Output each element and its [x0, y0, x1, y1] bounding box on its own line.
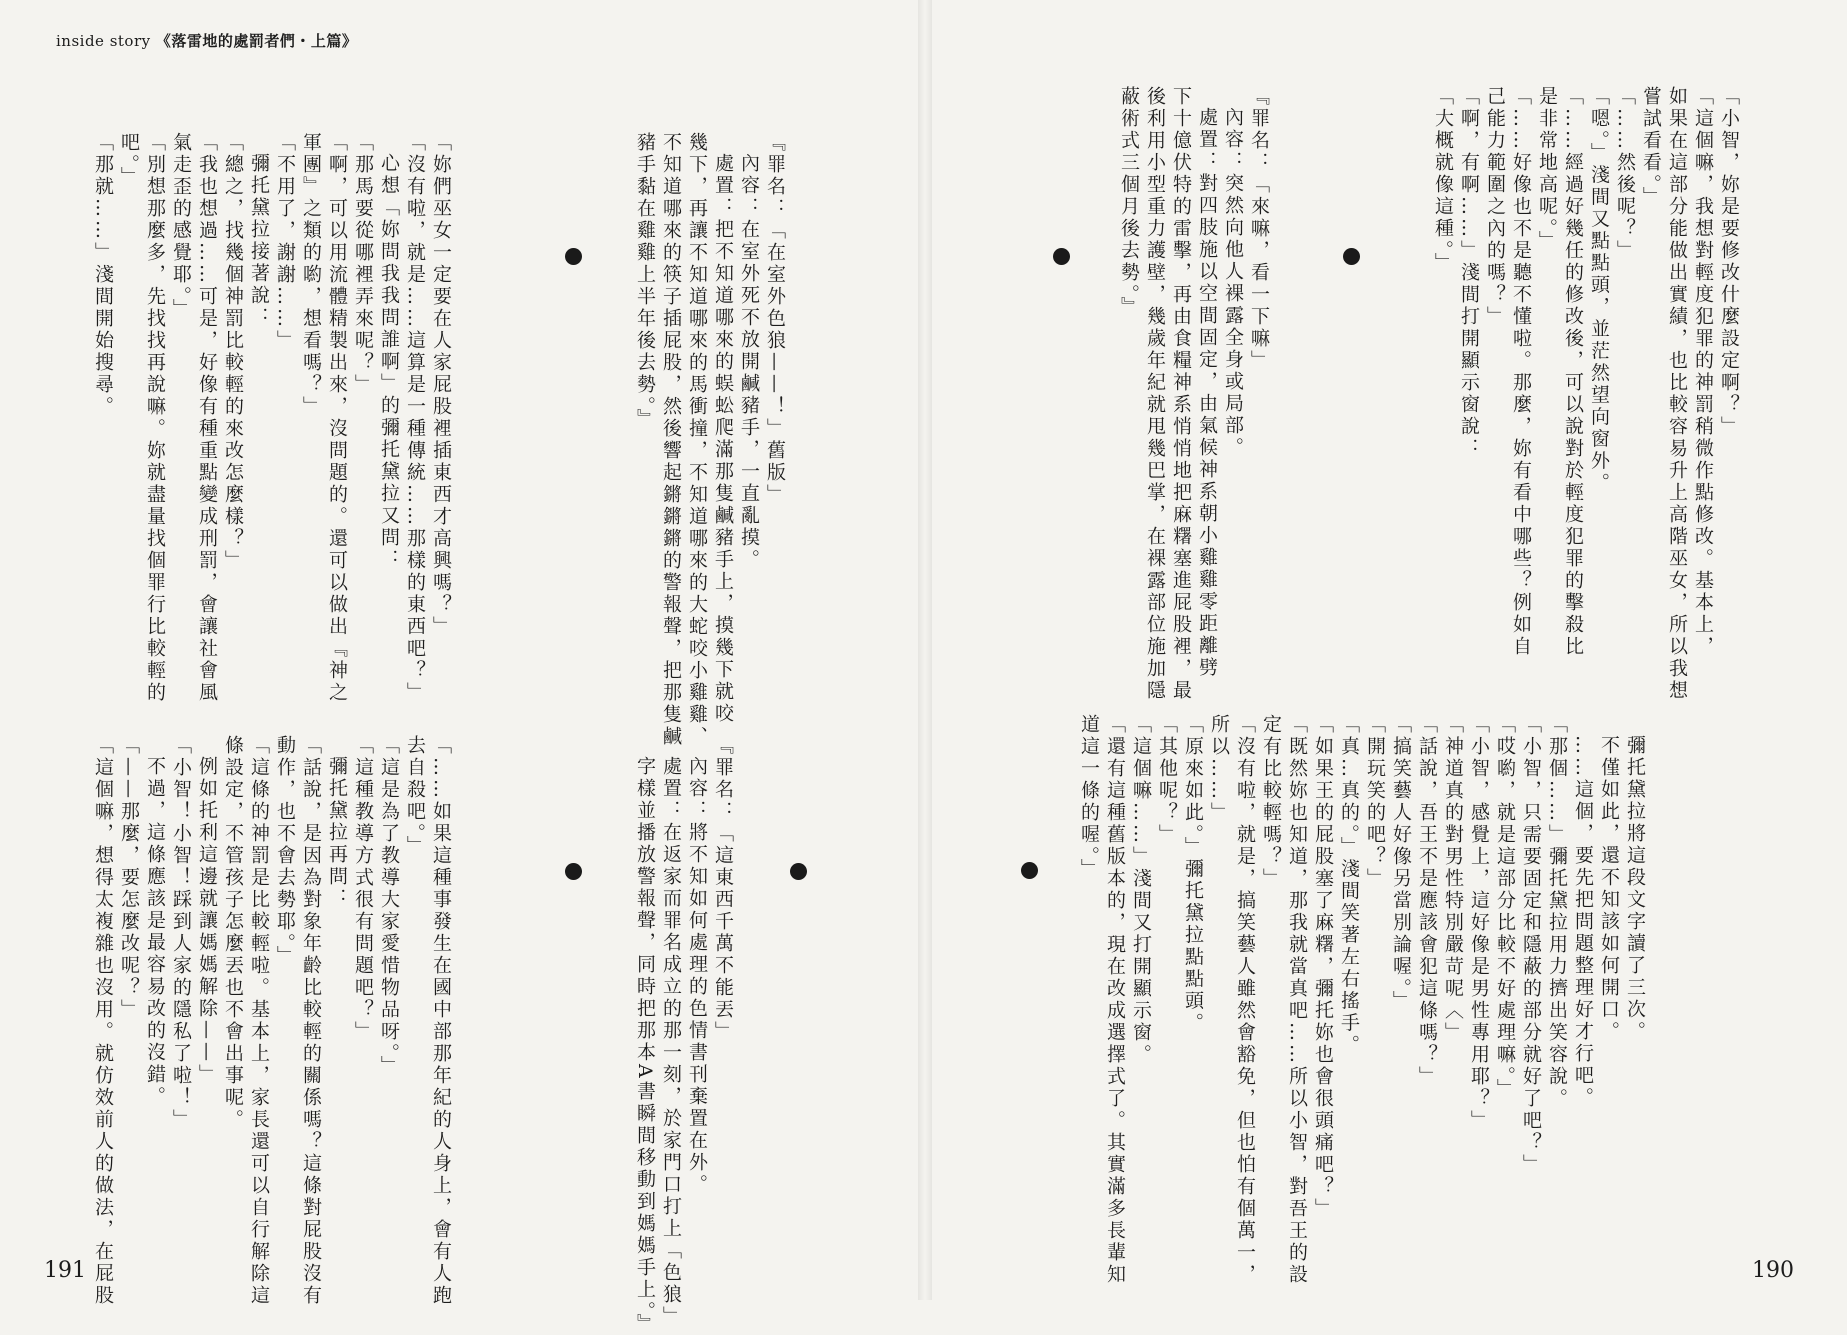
text-line: 「原來如此。」彌托黛拉點點頭。 — [1182, 714, 1204, 1035]
text-line: 「我也想過……可是，好像有種重點變成刑罰，會讓社會風 — [196, 132, 218, 704]
text-line: 「別想那麼多，先找找再說嘛。妳就盡量找個罪行比較輕的 — [144, 132, 166, 704]
text-line: 「這條的神罰是比較輕啦。基本上，家長還可以自行解除這 — [248, 735, 270, 1307]
text-line: 「不用了，謝謝……」 — [274, 132, 296, 352]
text-line: 字樣並播放警報聲，同時把那本A書瞬間移動到媽媽手上。』 — [634, 756, 656, 1335]
text-line: 「大概就像這種。」 — [1432, 86, 1454, 275]
text-line: 不知道哪來的筷子插屁股，然後響起鏘鏘鏘的警報聲，把那隻鹹 — [660, 132, 682, 748]
running-header — [56, 30, 357, 51]
text-line: 動作，也不會去勢耶。」 — [274, 735, 296, 968]
text-line: 下十億伏特的雷擊，再由食糧神系悄悄地把麻糬塞進屁股裡，最 — [1170, 86, 1192, 702]
text-line: 彌托黛拉接著說： — [248, 153, 270, 329]
text-line: 定有比較輕嗎？」 — [1260, 714, 1282, 890]
text-line: 「總之，找幾個神罰比較輕的來改怎麼樣？」 — [222, 132, 244, 572]
text-line: 彌托黛拉再問： — [326, 756, 348, 910]
text-line: 豬手黏在雞雞上半年後去勢。』 — [634, 132, 656, 431]
text-line: 「搞笑藝人好像另當別論喔。」 — [1390, 714, 1412, 1013]
text-line: 幾下，再讓不知道哪來的馬衝撞，不知道哪來的大蛇咬小雞雞、 — [686, 132, 708, 748]
text-line: 「其他呢？」 — [1156, 714, 1178, 846]
text-line: 「這種教導方式很有問題吧？」 — [352, 735, 374, 1043]
header-series: inside story — [56, 32, 151, 50]
text-line: 「沒有啦，就是……這算是一種傳統……那樣的東西吧？」 — [404, 132, 426, 704]
text-line: 『罪名：「在室外色狼——！」舊版」 — [764, 132, 786, 506]
text-line: 「小智，妳是要修改什麼設定啊？」 — [1718, 86, 1740, 438]
text-line: ……這個，要先把問題整理好才行吧。 — [1572, 735, 1594, 1109]
text-line: 「話說，是因為對象年齡比較輕的關係嗎？這條對屁股沒有 — [300, 735, 322, 1307]
left-page-bottom-dialogue — [90, 735, 454, 1307]
text-line: 「哎喲，就是這部分比較不好處理嘛。」 — [1494, 714, 1516, 1101]
text-line: 心想「妳問我我問誰啊」的彌托黛拉又問： — [378, 153, 400, 571]
separator-bullet-icon — [1053, 248, 1070, 265]
text-line: 「神道真的對男性特別嚴苛呢〈」 — [1442, 714, 1464, 1044]
text-line: 「小智，只需要固定和隱蔽的部分就好了吧？」 — [1520, 714, 1542, 1176]
page-gutter — [918, 0, 932, 1300]
page-number-left: 191 — [44, 1258, 86, 1283]
text-line: 「小智！小智！踩到人家的隱私了啦！」 — [170, 735, 192, 1131]
text-line: 「……經過好幾任的修改後，可以說對於輕度犯罪的擊殺比 — [1562, 86, 1584, 658]
text-line: 「如果王的屁股塞了麻糬，彌托妳也會很頭痛吧？」 — [1312, 714, 1334, 1220]
text-line: 氣走歪的感覺耶。」 — [170, 132, 192, 321]
text-line: 「真…真的。」淺間笑著左右搖手。 — [1338, 714, 1360, 1057]
text-line: 例如托利這邊就讓媽媽解除——」 — [196, 756, 218, 1086]
text-line: 內容：在室外死不放開鹹豬手，一直亂摸。 — [738, 153, 760, 571]
text-line: 內容：突然向他人裸露全身或局部。 — [1222, 107, 1244, 459]
separator-bullet-icon — [1021, 862, 1038, 879]
separator-bullet-icon — [1343, 248, 1360, 265]
right-page-bottom-dialogue — [1076, 714, 1648, 1286]
text-line: 所以……」 — [1208, 714, 1230, 824]
text-line: 『罪名：「來嘛，看一下嘛」 — [1248, 86, 1270, 372]
text-line: 「……然後呢？」 — [1614, 86, 1636, 262]
separator-bullet-icon — [565, 248, 582, 265]
text-line: 處置：把不知道哪來的蜈蚣爬滿那隻鹹豬手上，摸幾下就咬 — [712, 153, 734, 725]
text-line: 處置：在返家而罪名成立的那一刻，於家門口打上「色狼」 — [660, 756, 682, 1328]
text-line: 吧。」 — [118, 132, 140, 189]
right-page-top-penalty-entry — [1116, 86, 1272, 702]
text-line: 「……好像也不是聽不懂啦。那麼，妳有看中哪些？例如自 — [1510, 86, 1532, 658]
page-number-right: 190 — [1752, 1258, 1794, 1283]
text-line: 「妳們巫女一定要在人家屁股裡插東西才高興嗎？」 — [430, 132, 452, 638]
separator-bullet-icon — [790, 863, 807, 880]
text-line: 「小智，感覺上，這好像是男性專用耶？」 — [1468, 714, 1490, 1132]
text-line: 「啊，可以用流體精製出來，沒問題的。還可以做出『神之 — [326, 132, 348, 704]
text-line: 「那馬要從哪裡弄來呢？」 — [352, 132, 374, 396]
left-page-bottom-penalty-entry — [632, 735, 736, 1335]
text-line: 「開玩笑的吧？」 — [1364, 714, 1386, 890]
text-line: 處置：對四肢施以空間固定，由氣候神系朝小雞雞零距離劈 — [1196, 107, 1218, 679]
text-line: 「這是為了教導大家愛惜物品呀。」 — [378, 735, 400, 1078]
text-line: 內容：將不知如何處理的色情書刊棄置在外。 — [686, 756, 708, 1196]
text-line: 不僅如此，還不知該如何開口。 — [1598, 735, 1620, 1043]
text-line: 「這個嘛，想得太複雜也沒用。就仿效前人的做法，在屁股 — [92, 735, 114, 1307]
text-line: 「這個嘛……」淺間又打開顯示窗。 — [1130, 714, 1152, 1066]
text-line: 軍團』之類的喲，想看嗎？」 — [300, 132, 322, 418]
text-line: 道這一條的喔。」 — [1078, 714, 1100, 881]
text-line: 「沒有啦，就是，搞笑藝人雖然會豁免，但也怕有個萬一， — [1234, 714, 1256, 1286]
right-page-top-dialogue — [1430, 86, 1742, 702]
left-page-top-penalty-entry — [632, 132, 788, 748]
text-line: 「啊，有啊……」淺間打開顯示窗說： — [1458, 86, 1480, 460]
text-line: 「這個嘛，我想對輕度犯罪的神罰稍微作點修改。基本上， — [1692, 86, 1714, 658]
text-line: 條設定，不管孩子怎麼丟也不會出事呢。 — [222, 735, 244, 1131]
text-line: 「既然妳也知道，那我就當真吧……所以小智，對吾王的設 — [1286, 714, 1308, 1286]
text-line: 「——那麼，要怎麼改呢？」 — [118, 735, 140, 1021]
text-line: 『罪名：「這東西千萬不能丟」 — [712, 735, 734, 1043]
text-line: 彌托黛拉將這段文字讀了三次。 — [1624, 735, 1646, 1043]
text-line: 去自殺吧。」 — [404, 735, 426, 858]
header-title: 《落雷地的處罰者們・上篇》 — [155, 32, 358, 50]
text-line: 己能力範圍之內的嗎？」 — [1484, 86, 1506, 328]
text-line: 蔽術式三個月後去勢。』 — [1118, 86, 1140, 319]
text-line: 「還有這種舊版本的，現在改成選擇式了。其實滿多長輩知 — [1104, 714, 1126, 1286]
separator-bullet-icon — [565, 863, 582, 880]
text-line: 「話說，吾王不是應該會犯這條嗎？」 — [1416, 714, 1438, 1088]
text-line: 嘗試看看。」 — [1640, 86, 1662, 209]
text-line: 「……如果這種事發生在國中部那年紀的人身上，會有人跑 — [430, 735, 452, 1307]
text-line: 如果在這部分能做出實績，也比較容易升上高階巫女，所以我想 — [1666, 86, 1688, 702]
text-line: 「那個……」彌托黛拉用力擠出笑容說。 — [1546, 714, 1568, 1110]
text-line: 後利用小型重力護壁，幾歲年紀就甩幾巴掌，在裸露部位施加隱 — [1144, 86, 1166, 702]
text-line: 是非常地高呢。」 — [1536, 86, 1558, 253]
text-line: 不過，這條應該是最容易改的沒錯。 — [144, 756, 166, 1108]
left-page-top-dialogue — [90, 132, 454, 704]
text-line: 「那就……」淺間開始搜尋。 — [92, 132, 114, 418]
text-line: 「嗯。」淺間又點點頭，並茫然望向窗外。 — [1588, 86, 1610, 495]
